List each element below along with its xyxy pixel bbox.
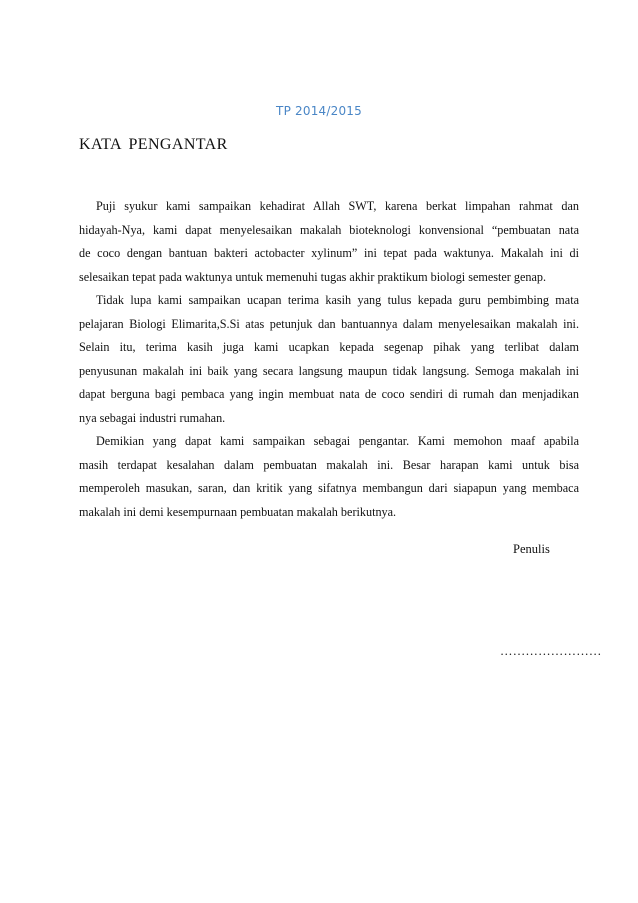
paragraph-line: memperoleh masukan, saran, dan kritik yang sifatnya membangun dari siapapun yang membaca: [79, 481, 579, 495]
paragraph-2: [79, 289, 579, 430]
paragraph-line: dapat berguna bagi pembaca yang ingin membuat nata de coco sendiri di rumah dan menjadikan: [79, 387, 579, 401]
paragraph-line: pelajaran Biologi Elimarita,S.Si atas petunjuk dan bantuannya dalam menyelesaikan makalah ini.: [79, 316, 579, 331]
document-body: [79, 195, 579, 524]
paragraph-line: hidayah-Nya, kami dapat menyelesaikan makalah bioteknologi konvensional “pembuatan nata: [79, 222, 579, 237]
paragraph-line: Tidak lupa kami sampaikan ucapan terima kasih yang tulus kepada guru pembimbing mata: [96, 293, 579, 307]
paragraph-3: [79, 430, 579, 524]
signature-line: ……………………: [500, 644, 602, 658]
paragraph-line: penyusunan makalah ini baik yang secara langsung maupun tidak langsung. Semoga makalah ini: [79, 363, 579, 378]
paragraph-line: de coco dengan bantuan bakteri actobacter xylinum” ini tepat pada waktunya. Makalah ini di: [79, 246, 579, 260]
paragraph-1: [79, 195, 579, 289]
paragraph-line: Selain itu, terima kasih juga kami ucapkan kepada segenap pihak yang terlibat dalam: [79, 340, 579, 354]
paragraph-line: Demikian yang dapat kami sampaikan sebagai pengantar. Kami memohon maaf apabila: [96, 434, 579, 448]
paragraph-line: makalah ini demi kesempurnaan pembuatan makalah berikutnya.: [79, 504, 397, 519]
signer-label: Penulis: [513, 542, 550, 556]
page-title: KATA PENGANTAR: [79, 136, 228, 153]
paragraph-line: selesaikan tepat pada waktunya untuk memenuhi tugas akhir praktikum biologi semester genap.: [79, 269, 547, 284]
paragraph-line: nya sebagai industri rumahan.: [79, 410, 226, 425]
paragraph-line: Puji syukur kami sampaikan kehadirat Allah SWT, karena berkat limpahan rahmat dan: [96, 199, 579, 213]
year-label: TP 2014/2015: [276, 104, 362, 118]
paragraph-line: masih terdapat kesalahan dalam pembuatan makalah ini. Besar harapan kami untuk bisa: [79, 457, 579, 472]
